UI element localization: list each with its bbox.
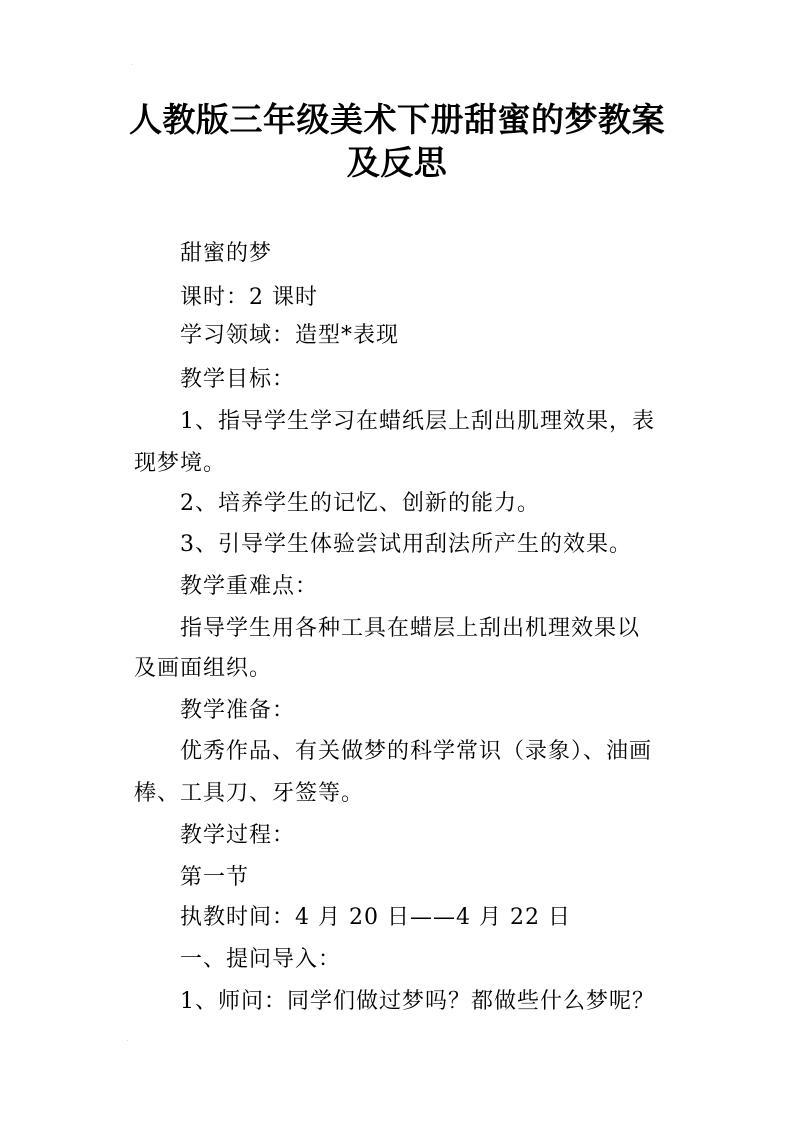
document-title-line-2: 及反思	[346, 143, 448, 182]
heading-first-section: 第一节	[180, 865, 250, 890]
heading-teaching-goals: 教学目标：	[180, 367, 296, 392]
paragraph-goal-1-continued: 现梦境。	[134, 451, 227, 476]
paragraph-class-hours: 课时：2 课时	[180, 285, 318, 310]
corner-mark-top: ·	[130, 60, 134, 71]
paragraph-goal-2: 2、培养学生的记忆、创新的能力。	[180, 491, 540, 516]
paragraph-preparation-continued: 棒、工具刀、牙签等。	[134, 781, 365, 806]
paragraph-difficulties-continued: 及画面组织。	[134, 656, 273, 681]
paragraph-difficulties: 指导学生用各种工具在蜡层上刮出机理效果以	[180, 616, 641, 641]
heading-key-difficulties: 教学重难点：	[180, 574, 319, 599]
paragraph-learning-field: 学习领域：造型*表现	[180, 323, 400, 348]
paragraph-teaching-time: 执教时间：4 月 20 日——4 月 22 日	[180, 905, 571, 930]
paragraph-teacher-question: 1、师问：同学们做过梦吗？都做些什么梦呢？	[180, 989, 655, 1014]
heading-teaching-process: 教学过程：	[180, 823, 296, 848]
heading-question-intro: 一、提问导入：	[180, 947, 342, 972]
paragraph-lesson-name: 甜蜜的梦	[180, 241, 273, 266]
paragraph-goal-3: 3、引导学生体验尝试用刮法所产生的效果。	[180, 532, 632, 557]
paragraph-goal-1: 1、指导学生学习在蜡纸层上刮出肌理效果，表	[180, 409, 655, 434]
heading-teaching-preparation: 教学准备：	[180, 698, 296, 723]
document-title-line-1: 人教版三年级美术下册甜蜜的梦教案	[129, 100, 665, 139]
corner-mark-bottom: ·	[126, 1036, 130, 1047]
paragraph-preparation: 优秀作品、有关做梦的科学常识（录象）、油画	[180, 739, 653, 764]
